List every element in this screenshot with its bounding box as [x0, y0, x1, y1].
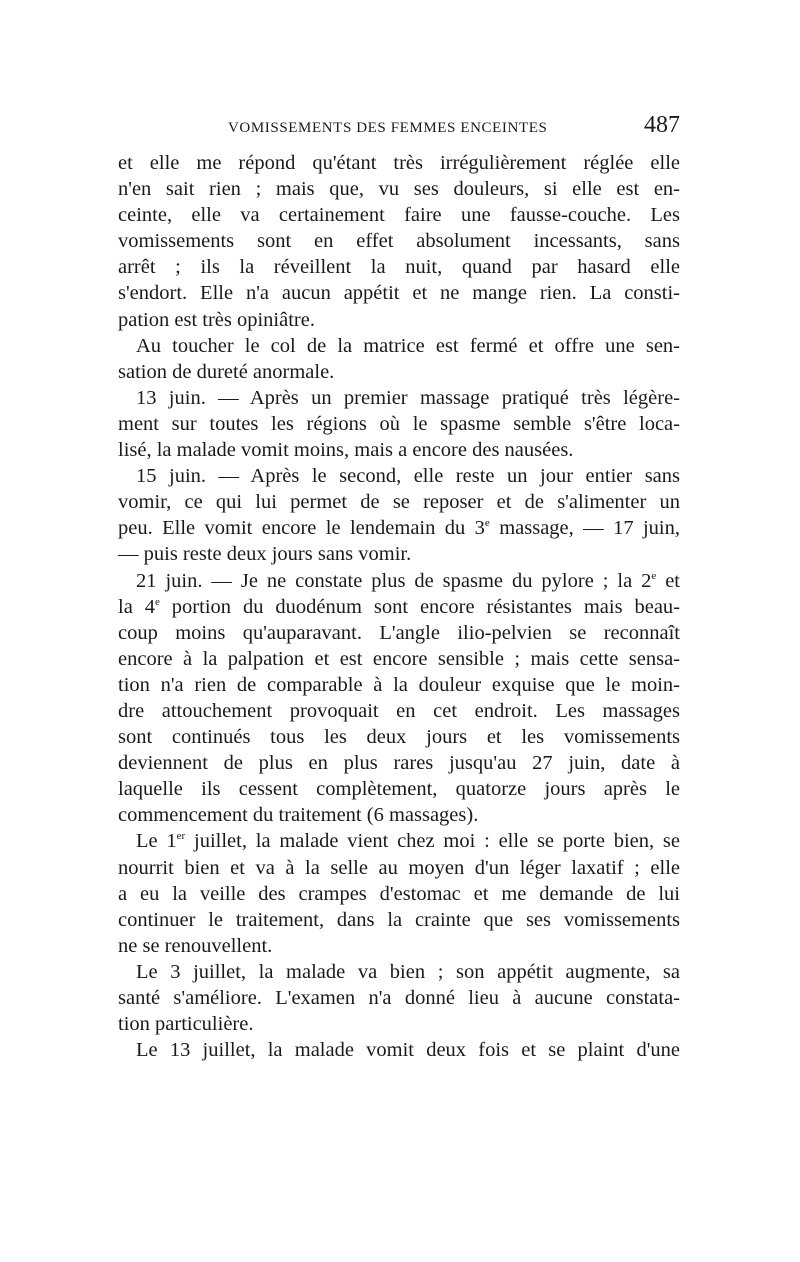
text-line: 15 juin. — Après le second, elle reste un jour entier sans — [136, 465, 680, 488]
text-line: n'en sait rien ; mais que, vu ses douleurs, si elle est en- — [118, 178, 680, 201]
paragraph-13-juillet — [118, 1037, 680, 1063]
text-fragment: massage, — 17 juin, — [489, 517, 680, 540]
text-line: santé s'améliore. L'examen n'a donné lieu à aucune constata- — [118, 987, 680, 1009]
text-line: vomissements sont en effet absolument incessants, sans — [118, 230, 680, 253]
running-title: VOMISSEMENTS DES FEMMES ENCEINTES — [228, 120, 548, 136]
text-line: Au toucher le col de la matrice est fermé et offre une sen- — [136, 334, 680, 357]
text-line: 13 juin. — Après un premier massage pratiqué très légère- — [136, 386, 680, 409]
text-line: deviennent de plus en plus rares jusqu'au 27 juin, date à — [118, 752, 680, 775]
text-line: continuer le traitement, dans la crainte que ses vomissements — [118, 908, 680, 931]
paragraph-continuation — [118, 150, 680, 333]
paragraph-15-juin — [118, 463, 680, 567]
text-fragment: Le 1 — [136, 830, 177, 853]
text-fragment: portion du duodénum sont encore résistantes mais beau- — [159, 595, 680, 618]
text-line: a eu la veille des crampes d'estomac et me demande de lui — [118, 882, 680, 905]
text-line: s'endort. Elle n'a aucun appétit et ne mange rien. La consti- — [118, 282, 680, 305]
text-line: tion particulière. — [118, 1013, 254, 1036]
text-line: ceinte, elle va certainement faire une fausse-couche. Les — [118, 204, 680, 227]
text-line: Le 3 juillet, la malade va bien ; son appétit augmente, sa — [136, 960, 680, 983]
superscript: er — [176, 830, 186, 843]
text-line: encore à la palpation et est encore sensible ; mais cette sensa- — [118, 647, 680, 670]
text-line — [118, 568, 680, 594]
text-line: pation est très opiniâtre. — [118, 308, 315, 331]
text-line: commencement du traitement (6 massages). — [118, 804, 479, 827]
text-line: tion n'a rien de comparable à la douleur exquise que le moin- — [118, 673, 680, 696]
text-line: ne se renouvellent. — [118, 934, 273, 957]
book-page — [118, 110, 680, 1063]
text-line: sation de dureté anormale. — [118, 360, 335, 383]
text-line: Le 13 juillet, la malade vomit deux fois et se plaint d'une — [136, 1039, 680, 1062]
paragraph-21-juin — [118, 568, 680, 829]
text-line: et elle me répond qu'étant très irrégulièrement réglée elle — [118, 152, 680, 174]
superscript: e — [651, 569, 657, 582]
text-fragment: la 4 — [118, 595, 155, 618]
text-fragment: peu. Elle vomit encore le lendemain du 3 — [118, 517, 485, 540]
text-line: dre attouchement provoquait en cet endroit. Les massages — [118, 699, 680, 722]
text-line: arrêt ; ils la réveillent la nuit, quand par hasard elle — [118, 256, 680, 279]
text-line: ment sur toutes les régions où le spasme semble s'être loca- — [118, 412, 680, 435]
text-line — [118, 828, 680, 854]
text-line: vomir, ce qui lui permet de se reposer et de s'alimenter un — [118, 491, 680, 514]
paragraph-1-juillet — [118, 828, 680, 958]
text-line — [118, 515, 680, 541]
paragraph-3-juillet — [118, 959, 680, 1037]
text-line: laquelle ils cessent complètement, quatorze jours après le — [118, 778, 680, 801]
superscript: e — [484, 517, 490, 530]
text-line — [118, 594, 680, 620]
text-line: coup moins qu'auparavant. L'angle ilio-pelvien se reconnaît — [118, 621, 680, 644]
text-line: sont continués tous les deux jours et les vomissements — [118, 726, 680, 749]
text-line: nourrit bien et va à la selle au moyen d'un léger laxatif ; elle — [118, 856, 680, 879]
page-number: 487 — [644, 112, 680, 138]
text-fragment: 21 juin. — Je ne constate plus de spasme du pylore ; la 2 — [136, 569, 652, 592]
text-line: lisé, la malade vomit moins, mais a encore des nausées. — [118, 439, 574, 462]
text-fragment: juillet, la malade vient chez moi : elle se porte bien, se — [185, 830, 681, 853]
superscript: e — [154, 595, 160, 608]
paragraph-toucher — [118, 333, 680, 385]
text-fragment: et — [656, 569, 681, 592]
text-line: — puis reste deux jours sans vomir. — [118, 543, 412, 566]
body-text — [118, 150, 680, 1063]
running-head — [118, 110, 680, 150]
paragraph-13-juin — [118, 385, 680, 463]
